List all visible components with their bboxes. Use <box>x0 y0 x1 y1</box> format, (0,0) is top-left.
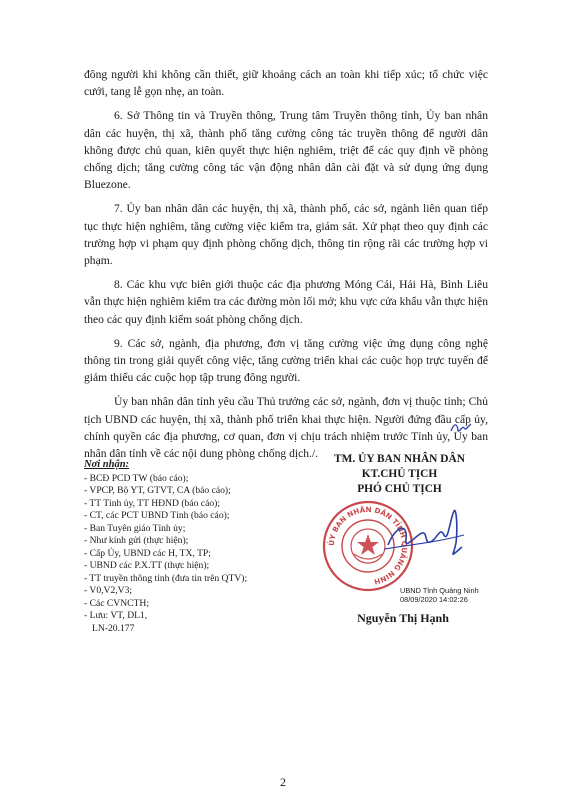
signature-title-block <box>312 452 487 497</box>
paragraph-item-8: 8. Các khu vực biên giới thuộc các địa phương Móng Cái, Hải Hà, Bình Liêu vẫn thực hiện nghiêm kiểm tra các đường mòn lối mở; khu vực cửa khẩu vẫn thực hiện theo các quy định kiểm soát phòng chống dịch. <box>84 278 488 326</box>
recipient-item: - UBND các P.X.TT (thực hiện); <box>84 560 210 571</box>
sign-role-line: PHÓ CHỦ TỊCH <box>357 483 442 495</box>
page-number: 2 <box>280 775 286 789</box>
paragraph-continuation: đông người khi không cần thiết, giữ khoảng cách an toàn khi tiếp xúc; tổ chức việc cưới, tang lễ gọn nhẹ, an toàn. <box>84 68 488 99</box>
recipient-item: - VPCP, Bộ YT, GTVT, CA (báo cáo); <box>84 485 231 496</box>
recipient-item: - TT truyền thông tỉnh (đưa tin trên QTV); <box>84 572 248 584</box>
paragraph-item-9: 9. Các sở, ngành, địa phương, đơn vị tăng cường việc ứng dụng công nghệ thông tin trong giải quyết công việc, tăng cường triển khai các cuộc họp trực tuyến để giảm thiểu các cuộc họp tập trung đông người. <box>84 336 488 385</box>
recipient-item: - Lưu: VT, DL1, <box>84 610 148 621</box>
digital-signature-info <box>400 586 479 604</box>
signer-name: Nguyễn Thị Hạnh <box>357 611 449 625</box>
recipient-item: - Cấp Ủy, UBND các H, TX, TP; <box>84 547 211 559</box>
recipient-item: - CT, các PCT UBND Tỉnh (báo cáo); <box>84 510 230 521</box>
document-body <box>84 66 488 469</box>
recipient-item: - TT Tỉnh ủy, TT HĐND (báo cáo); <box>84 497 220 509</box>
recipients-title: Nơi nhận: <box>84 459 130 470</box>
recipient-item: LN-20.177 <box>92 622 135 634</box>
paragraph-item-7: 7. Ủy ban nhân dân các huyện, thị xã, thành phố, các sở, ngành liên quan tiếp tục thực hiện nghiêm, tăng cường việc kiểm tra, giám sát. Xử phạt theo quy định các trường hợp vi phạm quy định phòng chống dịch, thông tin rộng rãi các trường hợp vi phạm. <box>84 202 488 268</box>
digital-sign-time: 08/09/2020 14:02:26 <box>400 595 468 604</box>
handwritten-initial-icon <box>449 421 473 435</box>
recipient-item: - Như kính gửi (thực hiện); <box>84 535 189 546</box>
sign-authority-line: TM. ỦY BAN NHÂN DÂN <box>334 453 465 465</box>
recipient-item: - BCĐ PCD TW (báo cáo); <box>84 472 189 484</box>
paragraph-item-6: 6. Sở Thông tin và Truyền thông, Trung tâm Truyền thông tỉnh, Ủy ban nhân dân các huyện, thị xã, thành phố tăng cường công tác truyền thông để người dân không được chủ quan, kiên quyết thực hiện nghiêm, triệt để các quy định về phòng chống dịch; tăng cường công tác vận động nhân dân cài đặt và sử dụng ứng dụng Bluezone. <box>84 109 488 192</box>
recipient-item: - Ban Tuyên giáo Tỉnh ủy; <box>84 522 186 534</box>
recipient-item: - Các CVNCTH; <box>84 597 150 609</box>
recipients-block <box>84 459 334 635</box>
sign-position-line: KT.CHỦ TỊCH <box>361 468 438 480</box>
handwritten-signature-icon <box>378 505 468 567</box>
recipient-item: - V0,V2,V3; <box>84 585 133 596</box>
seal-ring-text: ỦY BAN NHÂN DÂN TỈNH QUẢNG NINH <box>326 504 410 587</box>
digital-sign-org: UBND Tỉnh Quảng Ninh <box>400 586 479 595</box>
paragraph-closing: Ủy ban nhân dân tỉnh yêu cầu Thủ trưởng các sở, ngành, đơn vị thuộc tỉnh; Chủ tịch UBND các huyện, thị xã, thành phố triển khai thực hiện. Người đứng đầu cấp ủy, chính quyền các địa phương, cơ quan, đơn vị chịu trách nhiệm trước Tỉnh ủy, Ủy ban nhân dân tỉnh về các nội dung phòng chống dịch./. <box>84 395 488 461</box>
